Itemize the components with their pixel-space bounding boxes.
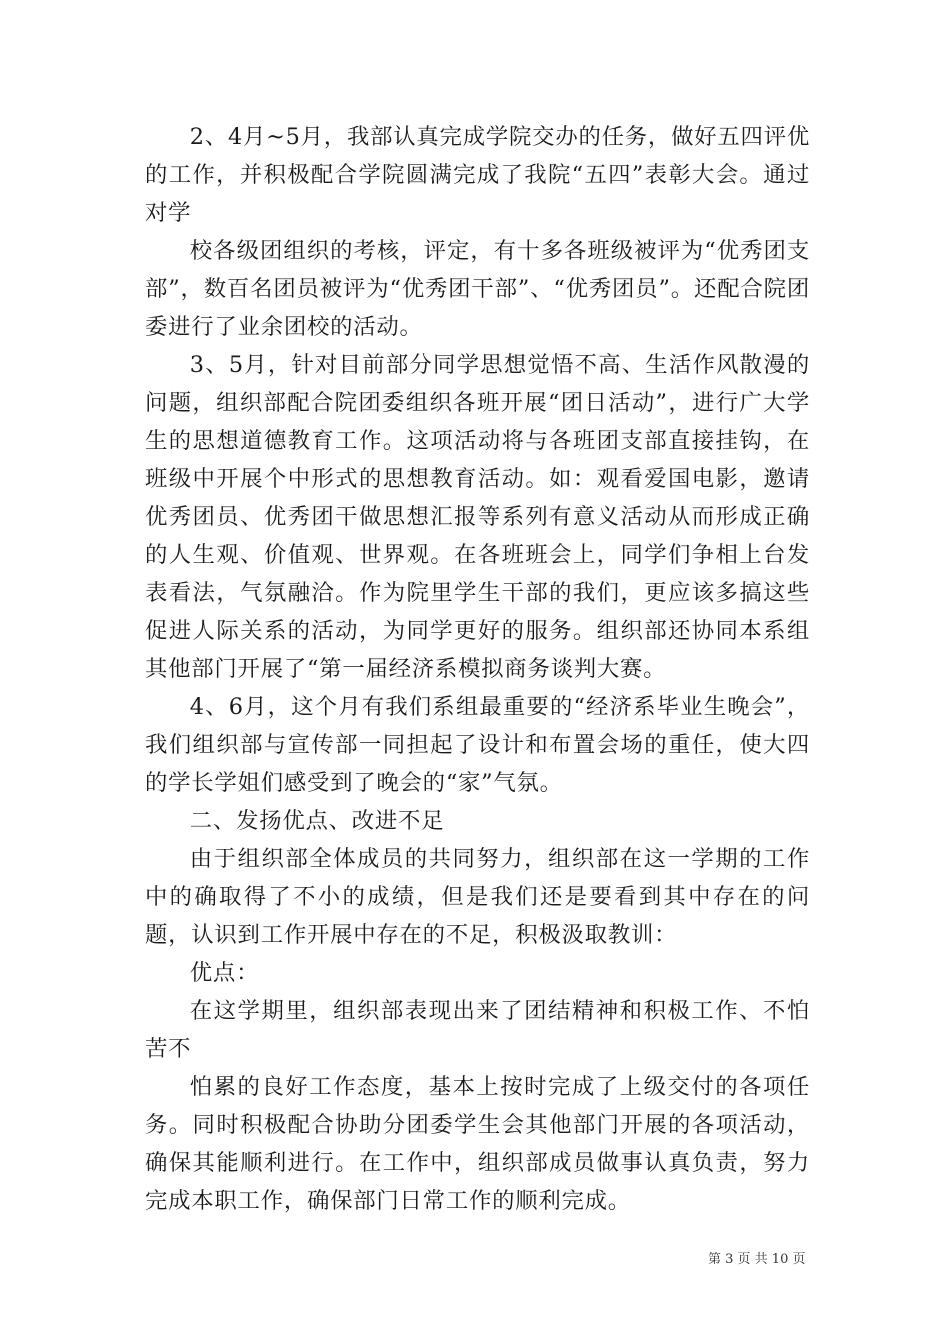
paragraph-2: 校各级团组织的考核，评定，有十多各班级被评为“优秀团支部”，数百名团员被评为“优秀团干部”、“优秀团员”。还配合院团委进行了业余团校的活动。 (145, 238, 810, 340)
paragraph-1: 2、4月~5月，我部认真完成学院交办的任务，做好五四评优的工作，并积极配合学院圆满完成了我院“五四”表彰大会。通过对学 (145, 124, 810, 226)
document-body (145, 118, 810, 1220)
section-heading: 二、发扬优点、改进不足 (189, 808, 445, 834)
paragraph-3: 3、5月，针对目前部分同学思想觉悟不高、生活作风散漫的问题，组织部配合院团委组织各班开展“团日活动”，进行广大学生的思想道德教育工作。这项活动将与各班团支部直接挂钩，在班级中开展个中形式的思想教育活动。如：观看爱国电影，邀请优秀团员、优秀团干做思想汇报等系列有意义活动从而形成正确的人生观、价值观、世界观。在各班班会上，同学们争相上台发表看法，气氛融洽。作为院里学生干部的我们，更应该多搞这些促进人际关系的活动，为同学更好的服务。组织部还协同本系组其他部门开展了“第一届经济系模拟商务谈判大赛。 (145, 352, 810, 682)
paragraph-4: 4、6月，这个月有我们系组最重要的“经济系毕业生晚会”，我们组织部与宣传部一同担起了设计和布置会场的重任，使大四的学长学姐们感受到了晚会的“家”气氛。 (145, 694, 810, 796)
page-number: 第 3 页 共 10 页 (708, 1252, 806, 1267)
paragraph-5: 由于组织部全体成员的共同努力，组织部在这一学期的工作中的确取得了不小的成绩，但是我们还是要看到其中存在的问题，认识到工作开展中存在的不足，积极汲取教训： (145, 846, 810, 948)
paragraph-7: 怕累的良好工作态度，基本上按时完成了上级交付的各项任务。同时积极配合协助分团委学生会其他部门开展的各项活动，确保其能顺利进行。在工作中，组织部成员做事认真负责，努力完成本职工作，确保部门日常工作的顺利完成。 (145, 1074, 810, 1214)
paragraph-6: 在这学期里，组织部表现出来了团结精神和积极工作、不怕苦不 (145, 998, 810, 1062)
subheading-advantages: 优点： (189, 960, 260, 986)
